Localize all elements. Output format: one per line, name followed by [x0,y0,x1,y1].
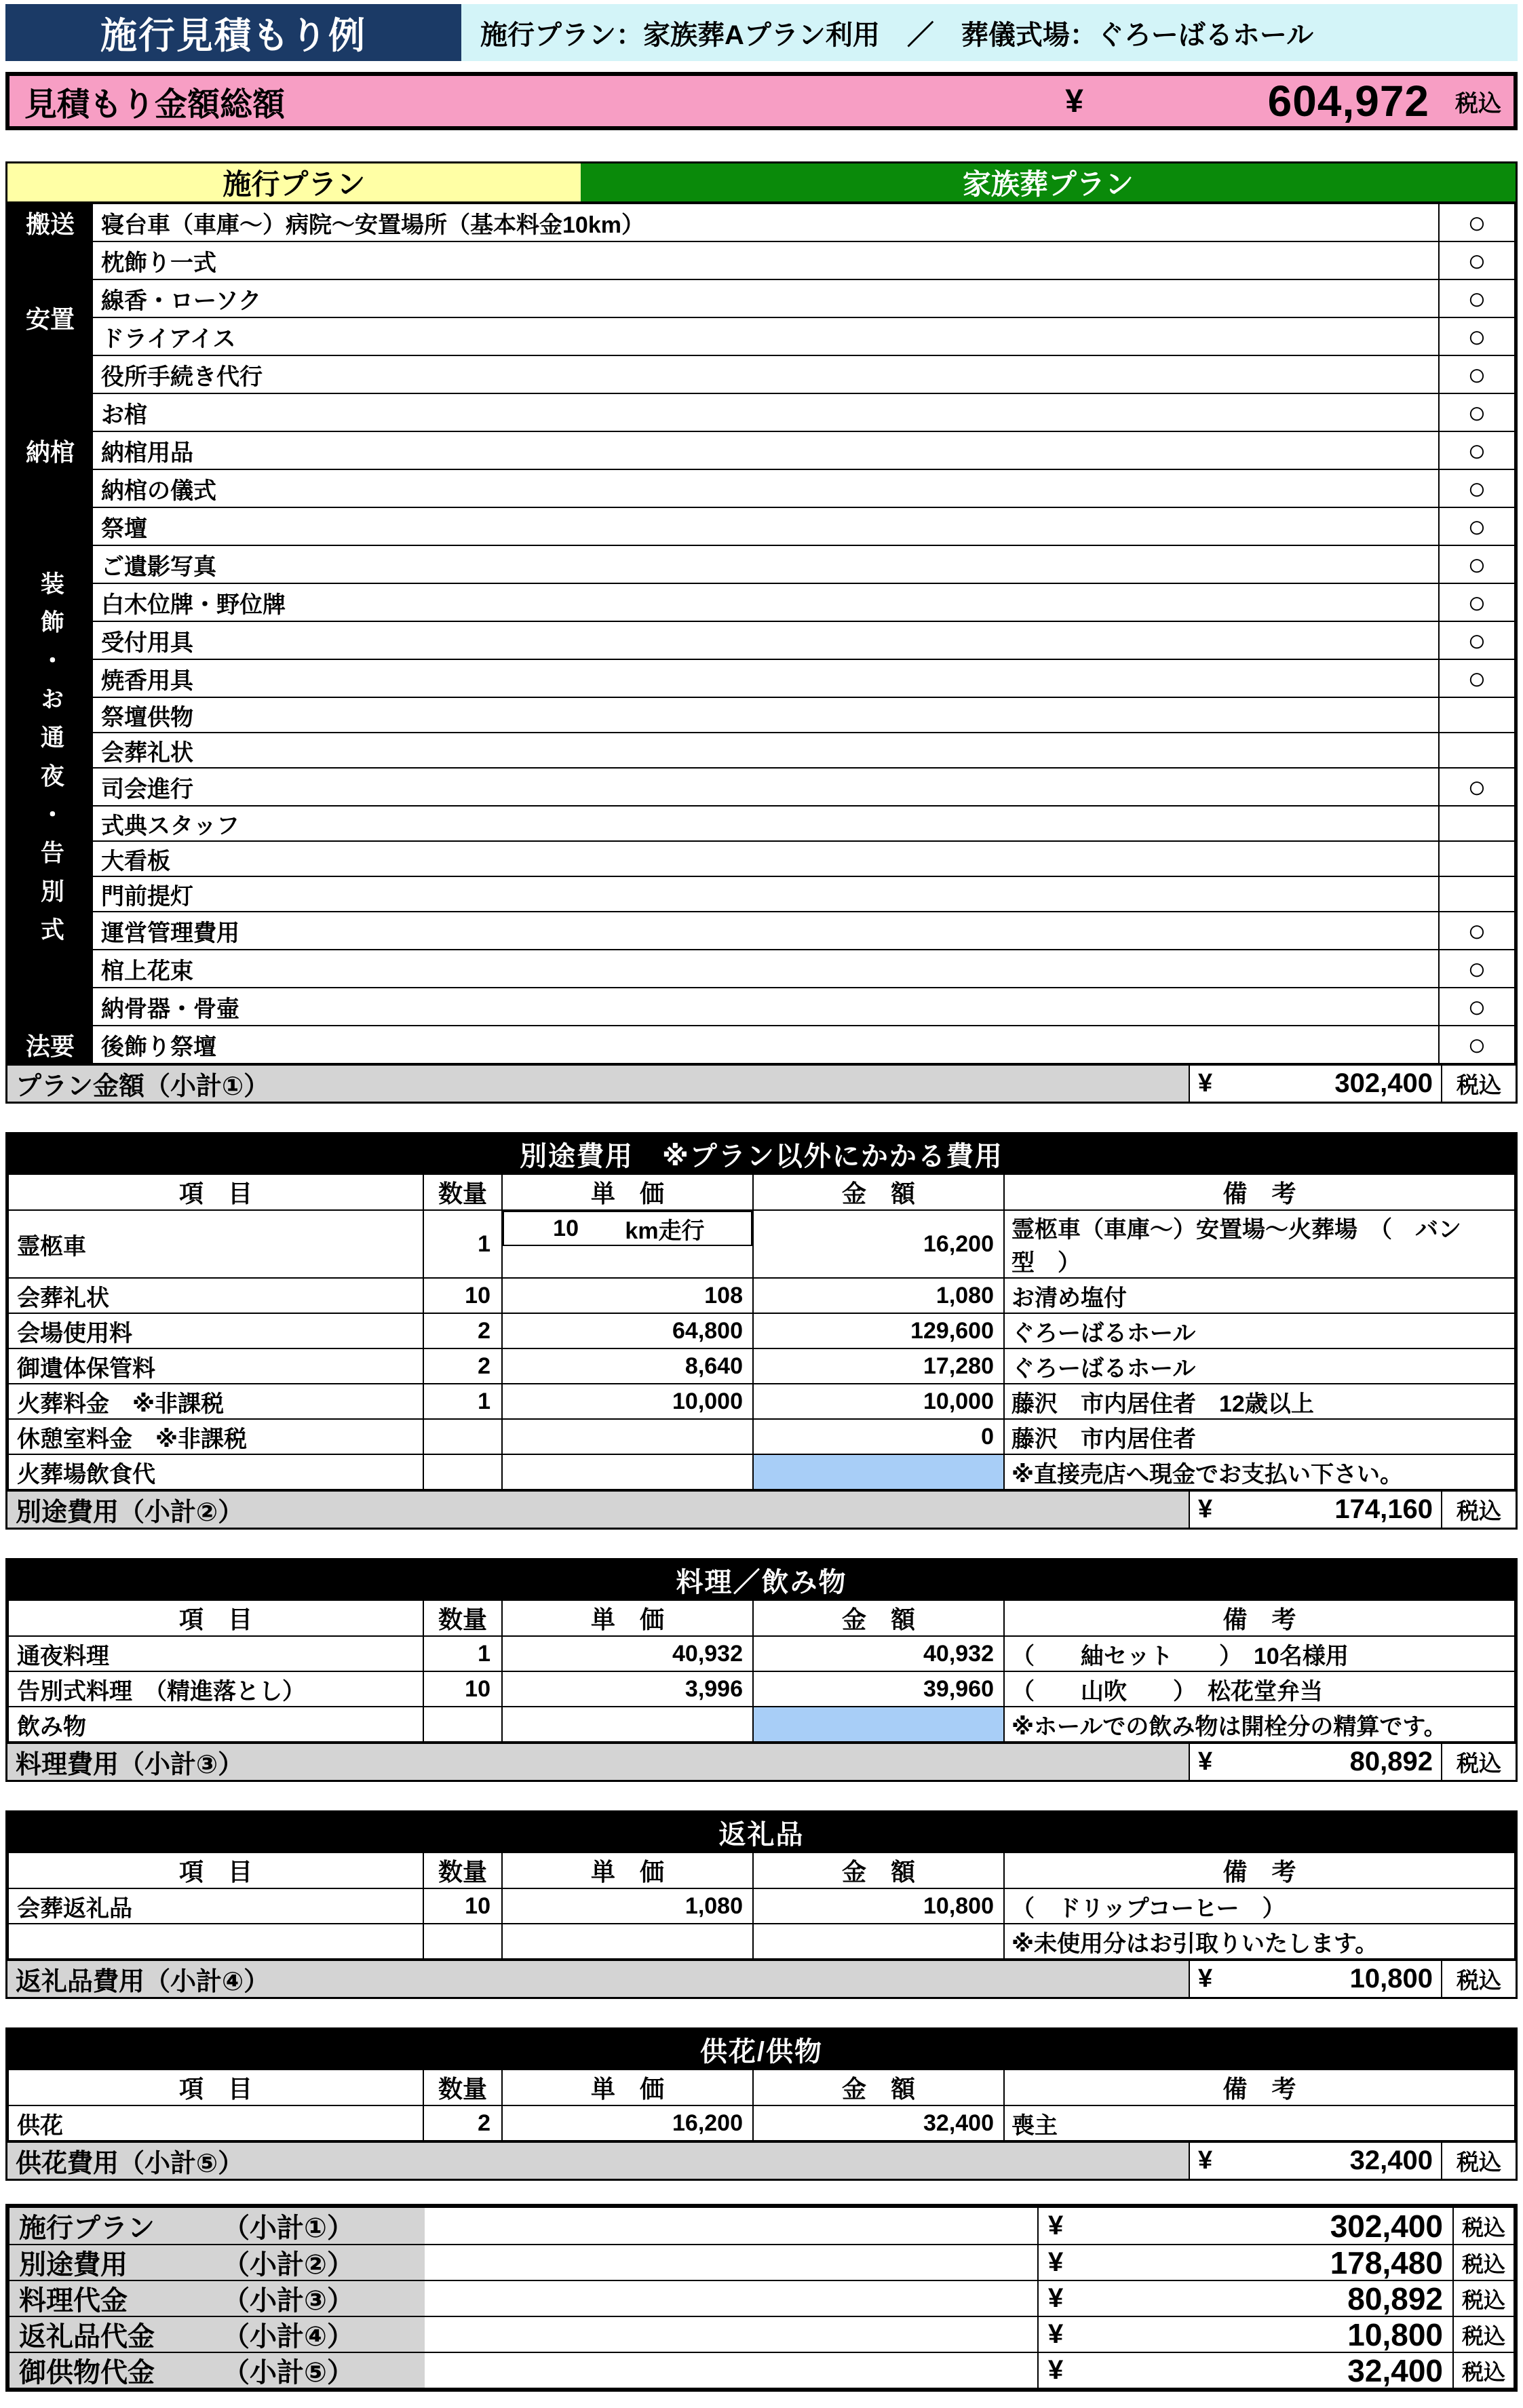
gift-subtotal-row [7,1960,1516,1997]
plan-row [8,469,1515,507]
currency-symbol: ¥ [1048,2283,1064,2313]
item-qty [423,1707,502,1742]
table-row [8,1384,1515,1419]
subtotal-amount: 302,400 [1334,1068,1433,1098]
included-mark: ○ [1439,912,1515,950]
tax-included-note: 税込 [1452,2245,1514,2280]
item-qty: 1 [423,1636,502,1671]
subtotal-label: 供花費用（小計⑤） [7,2143,1189,2179]
column-header-unit: 単 価 [502,1600,753,1636]
column-header-item: 項 目 [8,1852,423,1888]
item-remark: 喪主 [1004,2105,1515,2141]
item-name: 飲み物 [8,1707,423,1742]
tax-included-note: 税込 [1441,1492,1516,1528]
summary-label: 返礼品代金 [19,2322,155,2352]
summary-label: 料理代金 [19,2286,128,2316]
unit-price: 108 [502,1278,753,1313]
summary-sublabel: （小計④） [223,2322,354,2352]
item-remark: （ 山吹 ） 松花堂弁当 [1004,1671,1515,1707]
plan-row [8,583,1515,621]
tax-included-note: 税込 [1452,2353,1514,2388]
category-cell [8,507,92,1026]
plan-item-label: 納棺の儀式 [92,469,1439,507]
column-header-item: 項 目 [8,1600,423,1636]
item-remark: ※直接売店へ現金でお支払い下さい。 [1004,1454,1515,1490]
unit-price [502,1454,753,1490]
plan-item-label: 白木位牌・野位牌 [92,583,1439,621]
grand-total-label: 見積もり金額総額 [24,86,286,123]
table-row [8,1671,1515,1707]
included-mark [1439,841,1515,876]
plan-row [8,876,1515,912]
flower-subtotal-row [7,2141,1516,2179]
plan-item-label: 司会進行 [92,768,1439,806]
plan-subtotal-row [7,1064,1516,1102]
column-header-amount: 金 額 [753,2070,1004,2105]
table-row [8,2105,1515,2141]
plan-row [8,950,1515,988]
item-qty: 10 [423,1671,502,1707]
flower-table [5,2027,1518,2181]
currency-symbol: ¥ [1048,2247,1064,2277]
unit-distance: 10 [553,1215,579,1241]
plan-item-label: 式典スタッフ [92,806,1439,841]
item-amount: 17,280 [753,1348,1004,1384]
included-mark: ○ [1439,241,1515,279]
unit-price: km走行 [625,1218,705,1244]
included-mark: ○ [1439,431,1515,469]
plan-item-label: 後飾り祭壇 [92,1026,1439,1064]
column-header-remark: 備 考 [1004,1852,1515,1888]
item-qty: 10 [423,1888,502,1924]
item-name: 供花 [8,2105,423,2141]
included-mark: ○ [1439,317,1515,355]
item-remark: 霊柩車（車庫～）安置場～火葬場 （ バン型 ） [1004,1210,1515,1278]
summary-row [9,2352,1514,2388]
tax-included-note: 税込 [1455,90,1501,117]
included-mark: ○ [1439,545,1515,583]
plan-item-label: 線香・ローソク [92,279,1439,317]
item-qty: 2 [423,2105,502,2141]
plan-row [8,545,1515,583]
item-amount: 10,800 [753,1888,1004,1924]
table-row [8,1636,1515,1671]
table-row [8,1313,1515,1348]
included-mark: ○ [1439,203,1515,241]
plan-item-label: 大看板 [92,841,1439,876]
plan-item-label: 役所手続き代行 [92,355,1439,393]
subtotal-amount: 174,160 [1334,1494,1433,1524]
item-name [8,1924,423,1959]
unit-price [502,1419,753,1454]
table-title: 供花/供物 [7,2030,1516,2069]
plan-item-label: 焼香用具 [92,659,1439,697]
column-header-row [8,1174,1515,1210]
summary-label: 施行プラン [19,2213,155,2243]
extra-costs-table [5,1132,1518,1530]
tax-included-note: 税込 [1452,2281,1514,2316]
plan-item-label: ドライアイス [92,317,1439,355]
plan-item-label: 会葬礼状 [92,733,1439,768]
summary-sublabel: （小計①） [223,2213,354,2243]
plan-row [8,912,1515,950]
summary-amount: 10,800 [1347,2316,1443,2352]
currency-symbol: ¥ [1198,2146,1213,2175]
included-mark: ○ [1439,621,1515,659]
column-header-unit: 単 価 [502,2070,753,2105]
item-name: 会葬返礼品 [8,1888,423,1924]
table-title: 別途費用 ※プラン以外にかかる費用 [7,1134,1516,1173]
table-row [8,1210,1515,1278]
summary-label: 御供物代金 [19,2358,155,2388]
plan-row [8,697,1515,733]
item-name: 告別式料理 （精進落とし） [8,1671,423,1707]
summary-row [9,2280,1514,2316]
unit-price [502,1924,753,1959]
item-amount: 1,080 [753,1278,1004,1313]
summary-row [9,2244,1514,2280]
item-amount: 0 [753,1419,1004,1454]
plan-row [8,279,1515,317]
plan-row [8,203,1515,241]
column-header-remark: 備 考 [1004,1174,1515,1210]
summary-row [9,2316,1514,2352]
plan-item-label: 枕飾り一式 [92,241,1439,279]
currency-symbol: ¥ [1198,1964,1213,1993]
item-remark: ぐろーばるホール [1004,1313,1515,1348]
item-qty: 10 [423,1278,502,1313]
tax-included-note: 税込 [1441,1066,1516,1102]
grand-total-band [5,72,1518,130]
category-cell: 搬送 [8,203,92,241]
gift-table [5,1810,1518,1999]
column-header-amount: 金 額 [753,1174,1004,1210]
tax-included-note: 税込 [1452,2208,1514,2244]
currency-symbol: ¥ [1048,2211,1064,2240]
plan-row [8,659,1515,697]
plan-item-label: 受付用具 [92,621,1439,659]
column-header-qty: 数量 [423,1600,502,1636]
subtotal-label: 返礼品費用（小計④） [7,1961,1189,1997]
table-title: 返礼品 [7,1812,1516,1852]
item-amount: 40,932 [753,1636,1004,1671]
document-title: 施行見積もり例 [5,4,461,61]
plan-row [8,393,1515,431]
item-qty: 2 [423,1348,502,1384]
extra-subtotal-row [7,1490,1516,1528]
item-qty: 1 [423,1384,502,1419]
food-subtotal-row [7,1743,1516,1780]
column-header-unit: 単 価 [502,1174,753,1210]
column-header-qty: 数量 [423,2070,502,2105]
category-vertical-label: 装飾・お通夜・告別式 [37,571,64,956]
unit-price: 64,800 [502,1313,753,1348]
item-remark: ぐろーばるホール [1004,1348,1515,1384]
subtotal-label: プラン金額（小計①） [7,1066,1189,1102]
family-plan-column-header: 家族葬プラン [581,163,1516,201]
plan-item-label: 祭壇供物 [92,697,1439,733]
summary-sublabel: （小計⑤） [223,2358,354,2388]
summary-row [9,2208,1514,2244]
included-mark: ○ [1439,355,1515,393]
summary-table [5,2204,1518,2392]
item-remark: ※ホールでの飲み物は開栓分の精算です。 [1004,1707,1515,1742]
plan-item-label: 寝台車（車庫～）病院～安置場所（基本料金10km） [92,203,1439,241]
item-remark: （ ドリップコーヒー ） [1004,1888,1515,1924]
unit-price: 1,080 [502,1888,753,1924]
plan-item-label: 門前提灯 [92,876,1439,912]
table-title: 料理／飲み物 [7,1560,1516,1599]
summary-sublabel: （小計②） [223,2250,354,2280]
item-name: 会葬礼状 [8,1278,423,1313]
item-amount [753,1924,1004,1959]
column-header-row [8,1600,1515,1636]
table-row [8,1348,1515,1384]
plan-item-label: 納棺用品 [92,431,1439,469]
plan-row [8,241,1515,279]
included-mark: ○ [1439,768,1515,806]
item-name: 通夜料理 [8,1636,423,1671]
unit-price: 40,932 [502,1636,753,1671]
item-remark: 藤沢 市内居住者 [1004,1419,1515,1454]
plan-row [8,431,1515,469]
item-name: 火葬場飲食代 [8,1454,423,1490]
plan-item-label: 棺上花束 [92,950,1439,988]
included-mark: ○ [1439,659,1515,697]
item-name: 火葬料金 ※非課税 [8,1384,423,1419]
plan-item-label: 運営管理費用 [92,912,1439,950]
plan-item-label: ご遺影写真 [92,545,1439,583]
item-amount: 39,960 [753,1671,1004,1707]
plan-item-label: お棺 [92,393,1439,431]
currency-symbol: ¥ [1198,1069,1213,1098]
column-header-item: 項 目 [8,1174,423,1210]
plan-table-header [7,163,1516,203]
plan-row [8,768,1515,806]
included-mark: ○ [1439,393,1515,431]
plan-row [8,988,1515,1026]
subtotal-amount: 80,892 [1349,1747,1433,1776]
item-amount: 16,200 [753,1210,1004,1278]
item-remark: （ 紬セット ） 10名様用 [1004,1636,1515,1671]
item-name: 会場使用料 [8,1313,423,1348]
table-row [8,1707,1515,1742]
column-header-amount: 金 額 [753,1852,1004,1888]
included-mark [1439,806,1515,841]
plan-row [8,317,1515,355]
subtotal-amount: 10,800 [1349,1964,1433,1994]
column-header-qty: 数量 [423,1174,502,1210]
summary-sublabel: （小計③） [223,2286,354,2316]
plan-row [8,806,1515,841]
column-header-unit: 単 価 [502,1852,753,1888]
column-header-remark: 備 考 [1004,2070,1515,2105]
included-mark: ○ [1439,1026,1515,1064]
summary-amount: 302,400 [1330,2208,1443,2244]
summary-label: 別途費用 [19,2250,128,2280]
item-qty: 2 [423,1313,502,1348]
plan-row [8,621,1515,659]
item-qty [423,1454,502,1490]
document-header [5,4,1518,61]
included-mark: ○ [1439,950,1515,988]
column-header-amount: 金 額 [753,1600,1004,1636]
item-qty [423,1924,502,1959]
currency-symbol: ¥ [1048,2355,1064,2385]
summary-amount: 178,480 [1330,2245,1443,2280]
column-header-row [8,2070,1515,2105]
plan-row [8,1026,1515,1064]
item-amount: 129,600 [753,1313,1004,1348]
item-amount: 10,000 [753,1384,1004,1419]
item-name: 御遺体保管料 [8,1348,423,1384]
food-table [5,1558,1518,1782]
plan-item-label: 祭壇 [92,507,1439,545]
column-header-qty: 数量 [423,1852,502,1888]
table-row [8,1924,1515,1959]
plan-row [8,355,1515,393]
item-name: 休憩室料金 ※非課税 [8,1419,423,1454]
subtotal-label: 料理費用（小計③） [7,1744,1189,1780]
included-mark: ○ [1439,583,1515,621]
included-mark [1439,733,1515,768]
item-name: 霊柩車 [8,1210,423,1278]
summary-amount: 80,892 [1347,2280,1443,2316]
table-row [8,1278,1515,1313]
table-row [8,1454,1515,1490]
plan-table [5,161,1518,1104]
column-header-row [8,1852,1515,1888]
included-mark: ○ [1439,507,1515,545]
category-cell: 納棺 [8,393,92,507]
unit-price [502,1707,753,1742]
included-mark [1439,876,1515,912]
included-mark: ○ [1439,279,1515,317]
category-cell: 安置 [8,241,92,393]
column-header-item: 項 目 [8,2070,423,2105]
table-row [8,1888,1515,1924]
plan-row [8,841,1515,876]
plan-row [8,507,1515,545]
item-remark: ※未使用分はお引取りいたします。 [1004,1924,1515,1959]
unit-price: 3,996 [502,1671,753,1707]
unit-price: 10,000 [502,1384,753,1419]
plan-column-header: 施行プラン [7,163,581,201]
column-header-remark: 備 考 [1004,1600,1515,1636]
category-cell: 法要 [8,1026,92,1064]
included-mark: ○ [1439,469,1515,507]
item-amount-highlight [753,1707,1004,1742]
table-row [8,1419,1515,1454]
currency-symbol: ¥ [1198,1495,1213,1523]
included-mark [1439,697,1515,733]
plan-row [8,733,1515,768]
currency-symbol: ¥ [1065,83,1083,119]
item-amount: 32,400 [753,2105,1004,2141]
plan-item-label: 納骨器・骨壷 [92,988,1439,1026]
plan-info: 施行プラン：家族葬Aプラン利用 ／ 葬儀式場：ぐろーばるホール [461,4,1518,61]
unit-price: 8,640 [502,1348,753,1384]
unit-price: 16,200 [502,2105,753,2141]
grand-total-amount: 604,972 [1267,77,1429,125]
item-remark: お清め塩付 [1004,1278,1515,1313]
tax-included-note: 税込 [1441,2143,1516,2179]
summary-amount: 32,400 [1347,2352,1443,2388]
item-qty: 1 [423,1210,502,1278]
included-mark: ○ [1439,988,1515,1026]
item-amount-highlight [753,1454,1004,1490]
item-qty [423,1419,502,1454]
subtotal-label: 別途費用（小計②） [7,1492,1189,1528]
item-remark: 藤沢 市内居住者 12歳以上 [1004,1384,1515,1419]
tax-included-note: 税込 [1441,1744,1516,1780]
currency-symbol: ¥ [1198,1747,1213,1776]
tax-included-note: 税込 [1441,1961,1516,1997]
tax-included-note: 税込 [1452,2317,1514,2352]
subtotal-amount: 32,400 [1349,2145,1433,2175]
currency-symbol: ¥ [1048,2319,1064,2349]
